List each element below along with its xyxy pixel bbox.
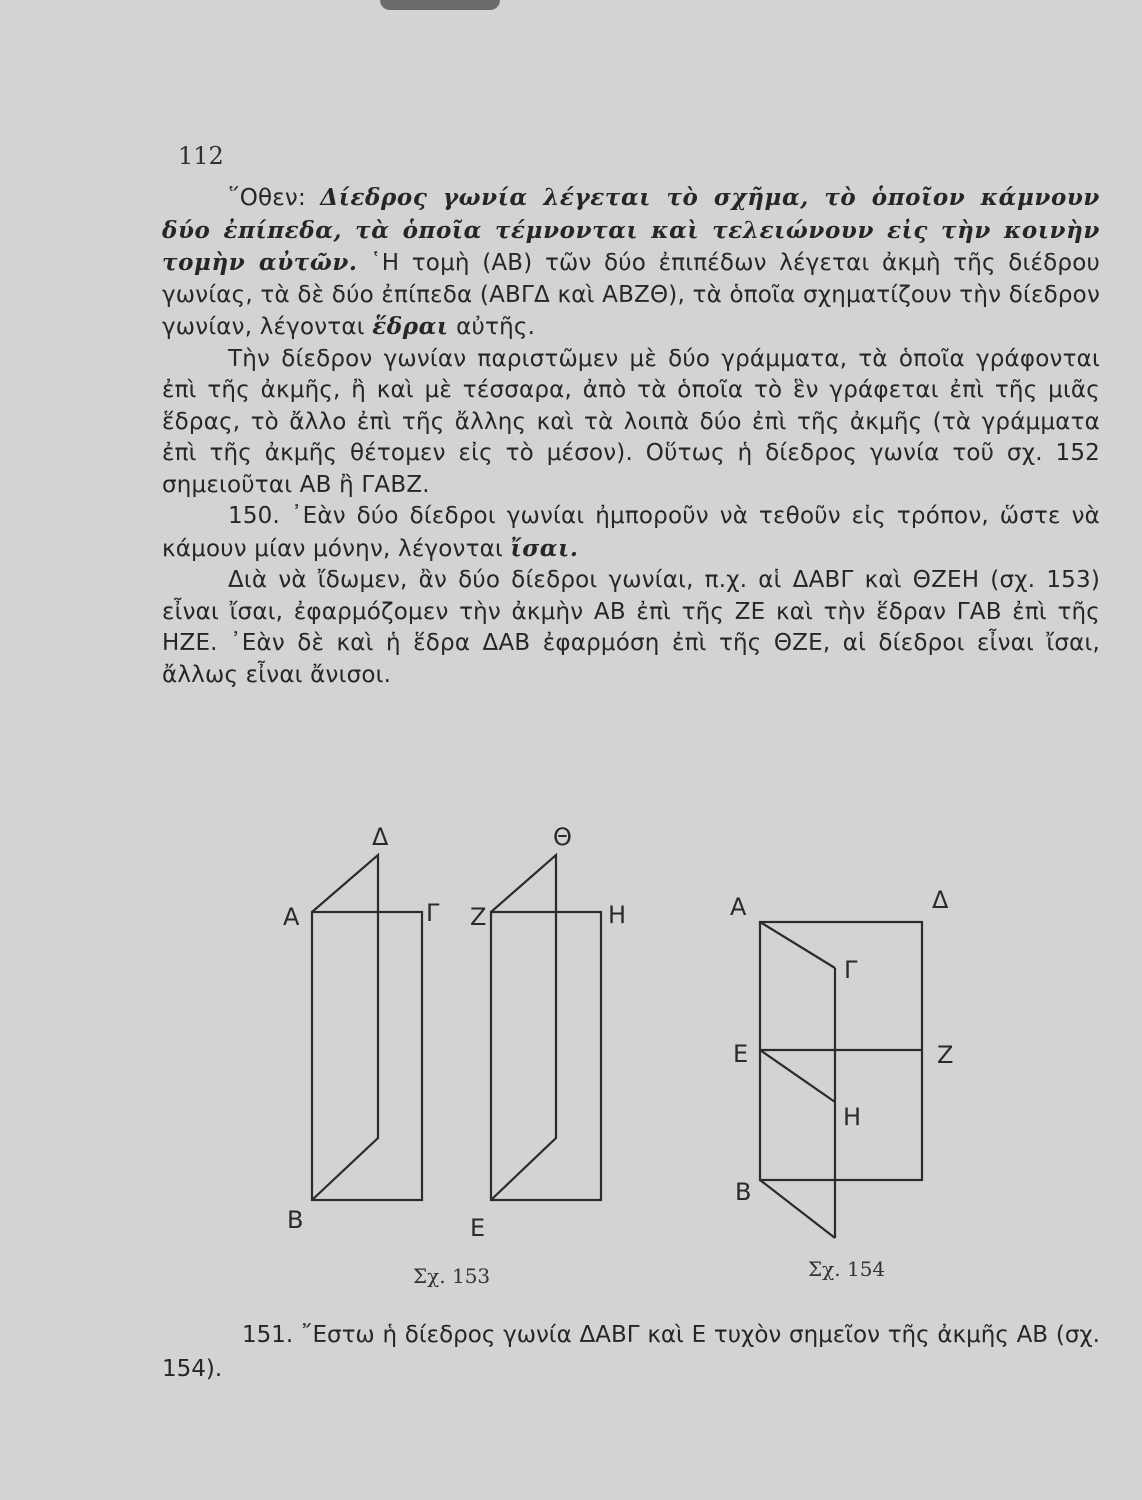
figure-153-left [312, 855, 422, 1200]
body-text-bottom [162, 1318, 1100, 1386]
caption-fig-154: Σχ. 154 [808, 1257, 886, 1281]
paragraph-text: αὐτῆς. [448, 314, 536, 340]
face-rectangle [491, 912, 601, 1200]
paragraph-text: 150. ᾿Εὰν δύο δίεδροι γωνίαι ἠμποροῦν νὰ τεθοῦν εἰς τρόπον, ὥστε νὰ κάμουν μίαν μόνην, λέγονται [162, 503, 1100, 562]
face-rectangle [312, 912, 422, 1200]
figure-153-right [491, 855, 601, 1200]
label-left-edge-top: Α [283, 903, 300, 931]
label-right-face: Η [608, 901, 627, 929]
label-154-a: Α [730, 893, 747, 921]
edge-line [760, 1050, 835, 1102]
label-left-top: Δ [372, 823, 389, 851]
label-154-d: Δ [932, 886, 949, 914]
figure-154 [760, 922, 922, 1238]
label-154-b: Β [735, 1178, 752, 1206]
label-154-e: Ε [733, 1040, 749, 1068]
paragraph-intro: ῞Οθεν: [228, 185, 321, 211]
paragraph-notation: Τὴν δίεδρον γωνίαν παριστῶμεν μὲ δύο γράμματα, τὰ ὁποῖα γράφονται ἐπὶ τῆς ἀκμῆς, ἢ καὶ μὲ τέσσαρα, ἀπὸ τὰ ὁποῖα τὸ ἓν γράφεται ἐπὶ τῆς μιᾶς ἕδρας, τὸ ἄλλο ἐπὶ τῆς ἄλλης καὶ τὰ λοιπὰ δύο ἐπὶ τῆς ἀκμῆς (τὰ γράμματα ἐπὶ τῆς ἀκμῆς θέτομεν εἰς τὸ μέσον). Οὕτως ἡ δίεδρος γωνία τοῦ σχ. 152 σημειοῦται ΑΒ ἢ ΓΑΒΖ. [162, 345, 1100, 498]
caption-fig-153: Σχ. 153 [413, 1264, 491, 1288]
label-right-edge-top: Ζ [470, 903, 487, 931]
edge-line [760, 922, 835, 968]
label-left-edge-bottom: Β [287, 1206, 304, 1234]
term-emphasis: ἴσαι. [510, 534, 579, 562]
edge-line [760, 1180, 835, 1238]
rotated-face [491, 855, 556, 1200]
paragraph-text: ῾Η τομὴ (ΑΒ) τῶν δύο ἐπιπέδων λέγεται ἀκμὴ τῆς διέδρου γωνίας, τὰ δὲ δύο ἐπίπεδα (ΑΒΓΔ καὶ ΑΒΖΘ), τὰ ὁποῖα σχηματίζουν τὴν δίεδρον γωνίαν, λέγονται [162, 250, 1100, 340]
term-emphasis: ἕδραι [372, 313, 449, 340]
paragraph-equality: Διὰ νὰ ἴδωμεν, ἂν δύο δίεδροι γωνίαι, π.χ. αἱ ΔΑΒΓ καὶ ΘΖΕΗ (σχ. 153) εἶναι ἴσαι, ἐφαρμόζομεν τὴν ἀκμὴν ΑΒ ἐπὶ τῆς ΖΕ καὶ τὴν ἕδραν ΓΑΒ ἐπὶ τῆς ΗΖΕ. ᾿Εὰν δὲ καὶ ἡ ἕδρα ΔΑΒ ἐφαρμόση ἐπὶ τῆς ΘΖΕ, αἱ δίεδροι εἶναι ἴσαι, ἄλλως εἶναι ἄνισοι. [162, 567, 1100, 688]
paragraph-151: 151. ῎Εστω ἡ δίεδρος γωνία ΔΑΒΓ καὶ Ε τυχὸν σημεῖον τῆς ἀκμῆς ΑΒ (σχ. 154). [162, 1322, 1100, 1382]
label-154-h: Η [843, 1103, 862, 1131]
label-left-face: Γ [426, 899, 440, 927]
label-154-g: Γ [844, 956, 858, 984]
label-right-top: Θ [553, 823, 572, 851]
label-154-z: Ζ [937, 1041, 954, 1069]
definition-emphasis: Δίεδρος γωνία λέγεται τὸ σχῆμα, τὸ ὁποῖον κάμνουν δύο ἐπίπεδα, τὰ ὁποῖα τέμνονται καὶ τελειώνουν εἰς τὴν κοινὴν τομὴν αὐτῶν. [162, 184, 1100, 276]
rotated-face [312, 855, 378, 1200]
page-number: 112 [178, 142, 224, 170]
label-right-edge-bottom: Ε [470, 1214, 486, 1242]
